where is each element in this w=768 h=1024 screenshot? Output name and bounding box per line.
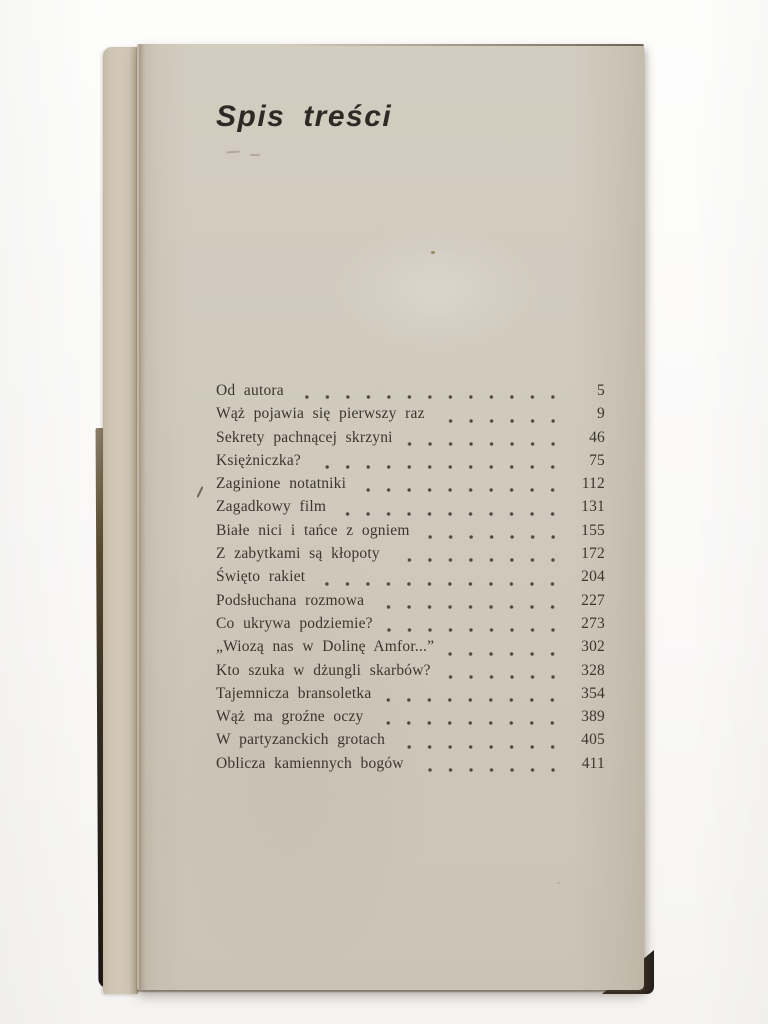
toc-row (216, 405, 605, 428)
toc-row (216, 452, 605, 475)
toc-entry-label: Wąż pojawia się pierwszy raz (216, 405, 425, 423)
dot-leader (444, 667, 565, 682)
dot-leader (297, 387, 565, 402)
toc-entry-label: Od autora (216, 382, 284, 399)
toc-page-number: 46 (589, 428, 605, 446)
toc-page-number: 389 (581, 708, 605, 726)
dot-leader (398, 737, 565, 752)
toc-page-number: 155 (581, 521, 605, 539)
toc-row (216, 615, 605, 638)
dot-leader (384, 690, 565, 705)
dot-leader (376, 713, 565, 728)
paper-speck (431, 251, 435, 254)
dot-leader (406, 434, 565, 449)
toc-entry-label: Księżniczka? (216, 451, 302, 469)
toc-entry-label: W partyzanckich grotach (216, 731, 386, 749)
toc-row (216, 498, 605, 521)
dot-leader (423, 527, 565, 542)
dot-leader (359, 480, 565, 495)
toc-entry-label: Sekrety pachnącej skrzyni (216, 428, 393, 446)
dot-leader (417, 760, 565, 775)
toc-row (216, 755, 605, 778)
toc-entry-label: Święto rakiet (216, 568, 306, 586)
toc-entry-label: Z zabytkami są kłopoty (216, 545, 380, 563)
toc-page-number: 328 (581, 661, 605, 679)
pencil-smudge (226, 151, 240, 154)
toc-row (216, 731, 605, 754)
toc-row (216, 429, 605, 452)
dot-leader (438, 411, 565, 426)
toc-row (216, 522, 605, 545)
dot-leader (386, 620, 565, 635)
toc-entry-label: Oblicza kamiennych bogów (216, 754, 404, 772)
toc-page-number: 302 (581, 638, 605, 656)
toc-entry-label: Zagadkowy film (216, 498, 327, 516)
toc-entry-label: Zaginione notatniki (216, 475, 347, 493)
toc-page-number: 411 (581, 754, 605, 772)
toc-page-number: 9 (597, 405, 605, 423)
toc-entry-label: Co ukrywa podziemie? (216, 614, 373, 632)
toc-row (216, 592, 605, 615)
toc-page-number: 273 (581, 614, 605, 632)
under-page-edge (103, 47, 138, 994)
toc-page-number: 131 (581, 498, 605, 516)
toc-entry-label: Tajemnicza bransoletka (216, 684, 372, 702)
paper-speck (557, 882, 560, 884)
page-title: Spis treści (216, 100, 393, 133)
pencil-tick-mark (196, 486, 203, 498)
book-photo (96, 42, 654, 994)
dot-leader (447, 644, 565, 659)
dot-leader (393, 550, 565, 565)
toc-row (216, 568, 605, 591)
paper-speck (257, 604, 260, 606)
toc-entry-label: Podsłuchana rozmowa (216, 591, 365, 609)
toc-page-number: 227 (581, 591, 605, 609)
toc-entry-label: Kto szuka w dżungli skarbów? (216, 661, 431, 679)
toc-page-number: 172 (581, 545, 605, 563)
toc-list (216, 382, 605, 778)
toc-entry-label: Wąż ma groźne oczy (216, 708, 364, 726)
toc-page-number: 5 (597, 382, 605, 399)
dot-leader (377, 597, 565, 612)
toc-page-number: 405 (581, 731, 605, 749)
toc-page-number: 112 (581, 475, 605, 493)
toc-entry-label: Białe nici i tańce z ogniem (216, 521, 410, 539)
book-page (137, 44, 644, 990)
toc-row (216, 662, 605, 685)
toc-row (216, 475, 605, 498)
toc-entry-label: „Wiozą nas w Dolinę Amfor...” (216, 638, 435, 656)
dot-leader (314, 457, 565, 472)
toc-row (216, 382, 605, 405)
pencil-smudge (250, 154, 260, 156)
dot-leader (339, 504, 565, 519)
toc-page-number: 354 (581, 684, 605, 702)
toc-row (216, 638, 605, 661)
toc-page-number: 204 (581, 568, 605, 586)
toc-row (216, 545, 605, 568)
dot-leader (318, 574, 565, 589)
toc-row (216, 708, 605, 731)
toc-page-number: 75 (589, 451, 605, 469)
toc-row (216, 685, 605, 708)
